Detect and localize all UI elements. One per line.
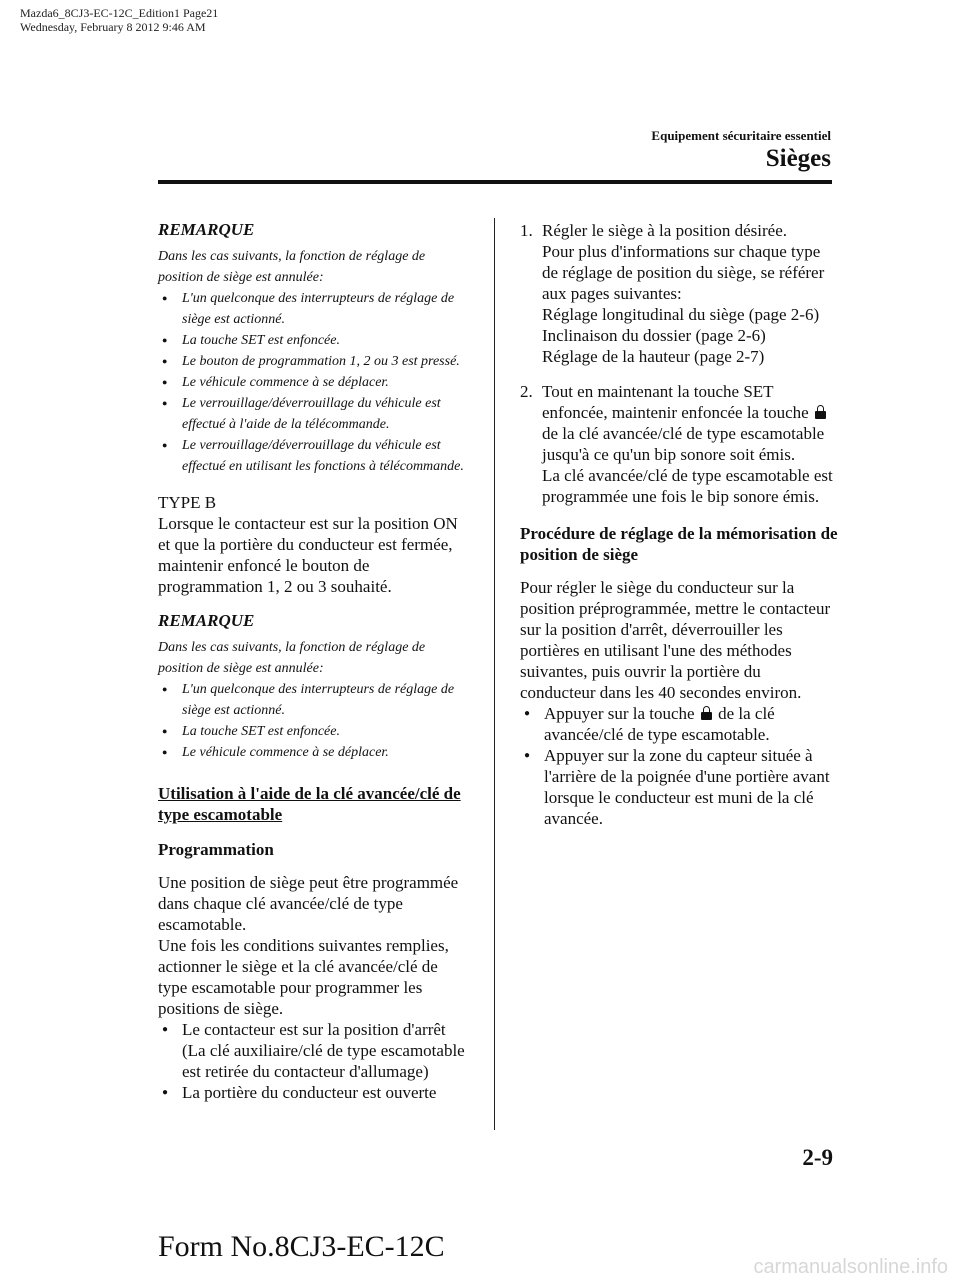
section-subtitle: Equipement sécuritaire essentiel bbox=[651, 128, 831, 143]
print-metadata bbox=[20, 6, 218, 34]
step-number: 2. bbox=[520, 382, 533, 401]
list-item: ● Le véhicule commence à se déplacer. bbox=[158, 742, 468, 763]
type-b-heading: TYPE B bbox=[158, 493, 217, 512]
step-text: La clé avancée/clé de type escamotable est programmée une fois le bip sonore émis. bbox=[542, 466, 833, 506]
step-text: Inclinaison du dossier (page 2-6) bbox=[542, 326, 766, 345]
step-text: Tout en maintenant la touche SET enfoncée, maintenir enfoncée la touche bbox=[542, 382, 809, 422]
list-item bbox=[520, 703, 838, 745]
procedure-heading: Procédure de réglage de la mémorisation de position de siège bbox=[520, 524, 838, 564]
procedure-text: Pour régler le siège du conducteur sur la position préprogrammée, mettre le contacteur sur la position d'arrêt, déverrouiller les portières en utilisant l'une des méthodes suivantes, puis ouvrir la portière du conducteur dans les 40 secondes environ. bbox=[520, 578, 831, 702]
list-item-text: Appuyer sur la touche bbox=[544, 704, 695, 723]
lock-icon bbox=[701, 706, 712, 720]
list-item: ● Le contacteur est sur la position d'arrêt (La clé auxiliaire/clé de type escamotable est retirée du contacteur d'allumage) bbox=[158, 1019, 468, 1082]
right-column bbox=[520, 220, 838, 829]
type-b-text: Lorsque le contacteur est sur la position ON et que la portière du conducteur est fermée, maintenir enfoncé le bouton de programmation 1, 2 ou 3 souhaité. bbox=[158, 514, 458, 596]
list-item: ● Appuyer sur la zone du capteur située à l'arrière de la poignée d'une portière avant lorsque le conducteur est muni de la clé avancée. bbox=[520, 745, 838, 829]
note-intro: Dans les cas suivants, la fonction de réglage de position de siège est annulée: bbox=[158, 249, 426, 285]
step-text: de la clé avancée/clé de type escamotable jusqu'à ce qu'un bip sonore soit émis. bbox=[542, 424, 825, 464]
step-text: Réglage longitudinal du siège (page 2-6) bbox=[542, 305, 820, 324]
note-intro: Dans les cas suivants, la fonction de réglage de position de siège est annulée: bbox=[158, 640, 426, 676]
note-block-1 bbox=[158, 220, 468, 477]
list-item: ● La touche SET est enfoncée. bbox=[158, 330, 468, 351]
page-number: 2-9 bbox=[802, 1145, 833, 1170]
form-number: Form No.8CJ3-EC-12C bbox=[158, 1230, 445, 1263]
print-metadata-line1: Mazda6_8CJ3-EC-12C_Edition1 Page21 bbox=[20, 6, 219, 20]
left-column bbox=[158, 220, 468, 1103]
step-number: 1. bbox=[520, 221, 533, 240]
programmation-text-2: Une fois les conditions suivantes remplies, actionner le siège et la clé avancée/clé de type escamotable pour programmer les positions de siège. bbox=[158, 936, 449, 1018]
list-item: ● L'un quelconque des interrupteurs de réglage de siège est actionné. bbox=[158, 679, 468, 721]
step-1 bbox=[520, 220, 838, 367]
note-list bbox=[158, 679, 468, 763]
procedure-list bbox=[520, 703, 838, 829]
list-item: ● Le véhicule commence à se déplacer. bbox=[158, 372, 468, 393]
programmation-text-1: Une position de siège peut être programmée dans chaque clé avancée/clé de type escamotable. bbox=[158, 873, 459, 934]
list-item: ● La portière du conducteur est ouverte bbox=[158, 1082, 468, 1103]
note-heading: REMARQUE bbox=[158, 611, 255, 630]
list-item: ● Le verrouillage/déverrouillage du véhicule est effectué à l'aide de la télécommande. bbox=[158, 393, 468, 435]
step-text: Pour plus d'informations sur chaque type de réglage de position du siège, se référer aux pages suivantes: bbox=[542, 242, 825, 303]
step-2 bbox=[520, 381, 838, 507]
watermark: carmanualsonline.info bbox=[753, 1256, 948, 1278]
step-text: Régler le siège à la position désirée. bbox=[542, 221, 787, 240]
section-heading: Utilisation à l'aide de la clé avancée/clé de type escamotable bbox=[158, 784, 461, 824]
list-item: ● L'un quelconque des interrupteurs de réglage de siège est actionné. bbox=[158, 288, 468, 330]
conditions-list bbox=[158, 1019, 468, 1103]
programmation-heading: Programmation bbox=[158, 840, 274, 859]
page-title: Sièges bbox=[765, 145, 831, 172]
note-block-2 bbox=[158, 611, 468, 763]
header-divider bbox=[158, 180, 832, 184]
list-item: ● Le verrouillage/déverrouillage du véhicule est effectué en utilisant les fonctions à télécommande. bbox=[158, 435, 468, 477]
list-item: ● La touche SET est enfoncée. bbox=[158, 721, 468, 742]
column-divider bbox=[494, 218, 495, 1130]
print-metadata-line2: Wednesday, February 8 2012 9:46 AM bbox=[20, 20, 206, 34]
lock-icon bbox=[815, 405, 826, 419]
note-list bbox=[158, 288, 468, 477]
list-item: ● Le bouton de programmation 1, 2 ou 3 est pressé. bbox=[158, 351, 468, 372]
note-heading: REMARQUE bbox=[158, 220, 255, 239]
list-item-text: de la clé avancée/clé de type escamotable. bbox=[544, 704, 775, 744]
step-text: Réglage de la hauteur (page 2-7) bbox=[542, 347, 765, 366]
